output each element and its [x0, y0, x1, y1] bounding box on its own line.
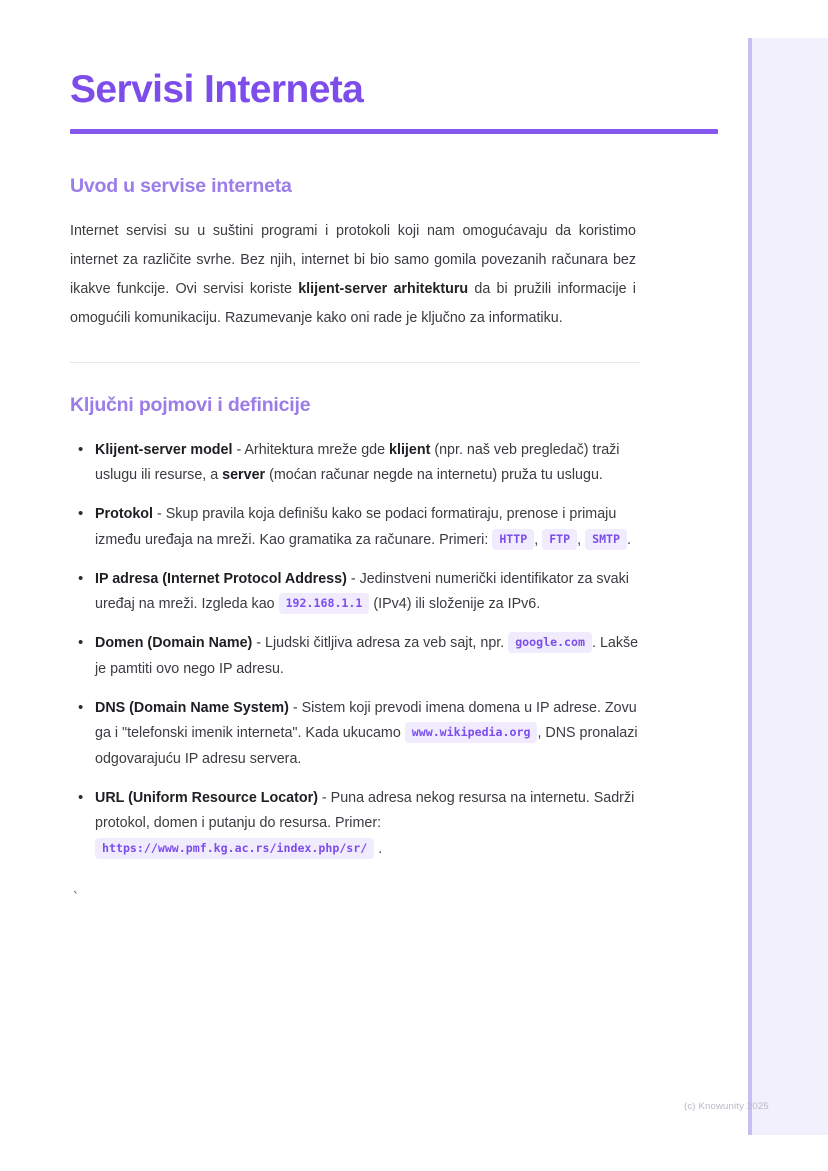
term-text-3: (moćan računar negde na internetu) pruža tu uslugu.	[265, 466, 603, 483]
intro-text-part-2: da bi pružili informacije i omogućili komunikaciju. Razumevanje kako oni rade je ključno za informatiku.	[70, 280, 636, 326]
code-chip-pmf-url: https://www.pmf.kg.ac.rs/index.php/sr/	[95, 838, 374, 859]
term-label: Protokol	[95, 506, 153, 523]
code-chip-ftp: FTP	[542, 529, 577, 550]
term-dash: -	[317, 789, 331, 806]
term-text-1: Ljudski čitljiva adresa za veb sajt, npr.	[265, 635, 509, 652]
term-text-1: Skup pravila koja definišu kako se podaci formatiraju, prenose i primaju između uređaja na mreži. Kao gramatika za računare. Primeri:	[95, 506, 617, 548]
code-chip-google-domain: google.com	[508, 632, 592, 653]
term-dash: -	[288, 700, 302, 717]
list-item	[70, 786, 640, 862]
section-heading-intro: Uvod u servise interneta	[70, 174, 292, 197]
term-dash: -	[346, 570, 360, 587]
term-label: Klijent-server model	[95, 441, 233, 458]
term-label: IP adresa (Internet Protocol Address)	[95, 570, 347, 587]
right-decorative-panel	[748, 38, 828, 1135]
term-dash: -	[252, 635, 266, 652]
term-dash: -	[152, 506, 166, 523]
term-text-1: Sistem koji prevodi imena domena u IP adrese. Zovu ga i "telefonski imenik interneta". Kada ukucamo	[95, 700, 637, 742]
intro-paragraph	[70, 198, 636, 333]
document-content	[70, 0, 720, 906]
code-chip-smtp: SMTP	[585, 529, 627, 550]
code-chip-wikipedia-domain: www.wikipedia.org	[405, 722, 538, 743]
list-item	[70, 696, 640, 772]
term-dash: -	[232, 441, 245, 458]
term-text-1: Puna adresa nekog resursa na internetu. Sadrži protokol, domen i putanju do resursa. Primer:	[95, 789, 635, 832]
footer-credit: (c) Knowunity 2025	[684, 1101, 769, 1112]
list-item	[70, 502, 640, 553]
term-inline-bold-2: server	[222, 466, 266, 483]
intro-bold-term: klijent-server arhitekturu	[298, 280, 469, 297]
page-title: Servisi Interneta	[70, 68, 364, 111]
term-label: DNS (Domain Name System)	[95, 700, 289, 717]
code-chip-ip-address: 192.168.1.1	[279, 593, 370, 614]
term-text-2: .	[374, 840, 383, 857]
term-text-2: . Lakše je pamtiti ovo nego IP adresu.	[95, 635, 639, 677]
list-item	[70, 567, 640, 618]
term-inline-bold-1: klijent	[389, 441, 431, 458]
list-item	[70, 438, 640, 489]
term-text-2: .	[627, 531, 631, 548]
code-separator-2: ,	[577, 531, 586, 548]
definition-list	[70, 417, 720, 862]
term-text-1: Arhitektura mreže gde	[244, 441, 390, 458]
list-item	[70, 631, 640, 682]
term-label: URL (Uniform Resource Locator)	[95, 789, 318, 806]
code-separator-1: ,	[534, 531, 543, 548]
stray-backtick-mark: `	[72, 890, 80, 906]
section-heading-terms: Ključni pojmovi i definicije	[70, 393, 311, 416]
intro-text-part-1: Internet servisi su u suštini programi i protokoli koji nam omogućavaju da koristimo internet za različite svrhe. Bez njih, internet bi bio samo gomila povezanih računara bez ikakve funkcije. Ovi servisi koriste	[70, 222, 636, 297]
code-chip-http: HTTP	[492, 529, 534, 550]
term-text-2: (IPv4) ili složenije za IPv6.	[369, 596, 541, 613]
term-text-2: , DNS pronalazi odgovarajuću IP adresu servera.	[95, 725, 638, 767]
term-label: Domen (Domain Name)	[95, 635, 253, 652]
term-text-1: Jedinstveni numerički identifikator za svaki uređaj na mreži. Izgleda kao	[95, 570, 629, 613]
term-text-2: (npr. naš veb pregledač) traži uslugu ili resurse, a	[95, 441, 620, 483]
